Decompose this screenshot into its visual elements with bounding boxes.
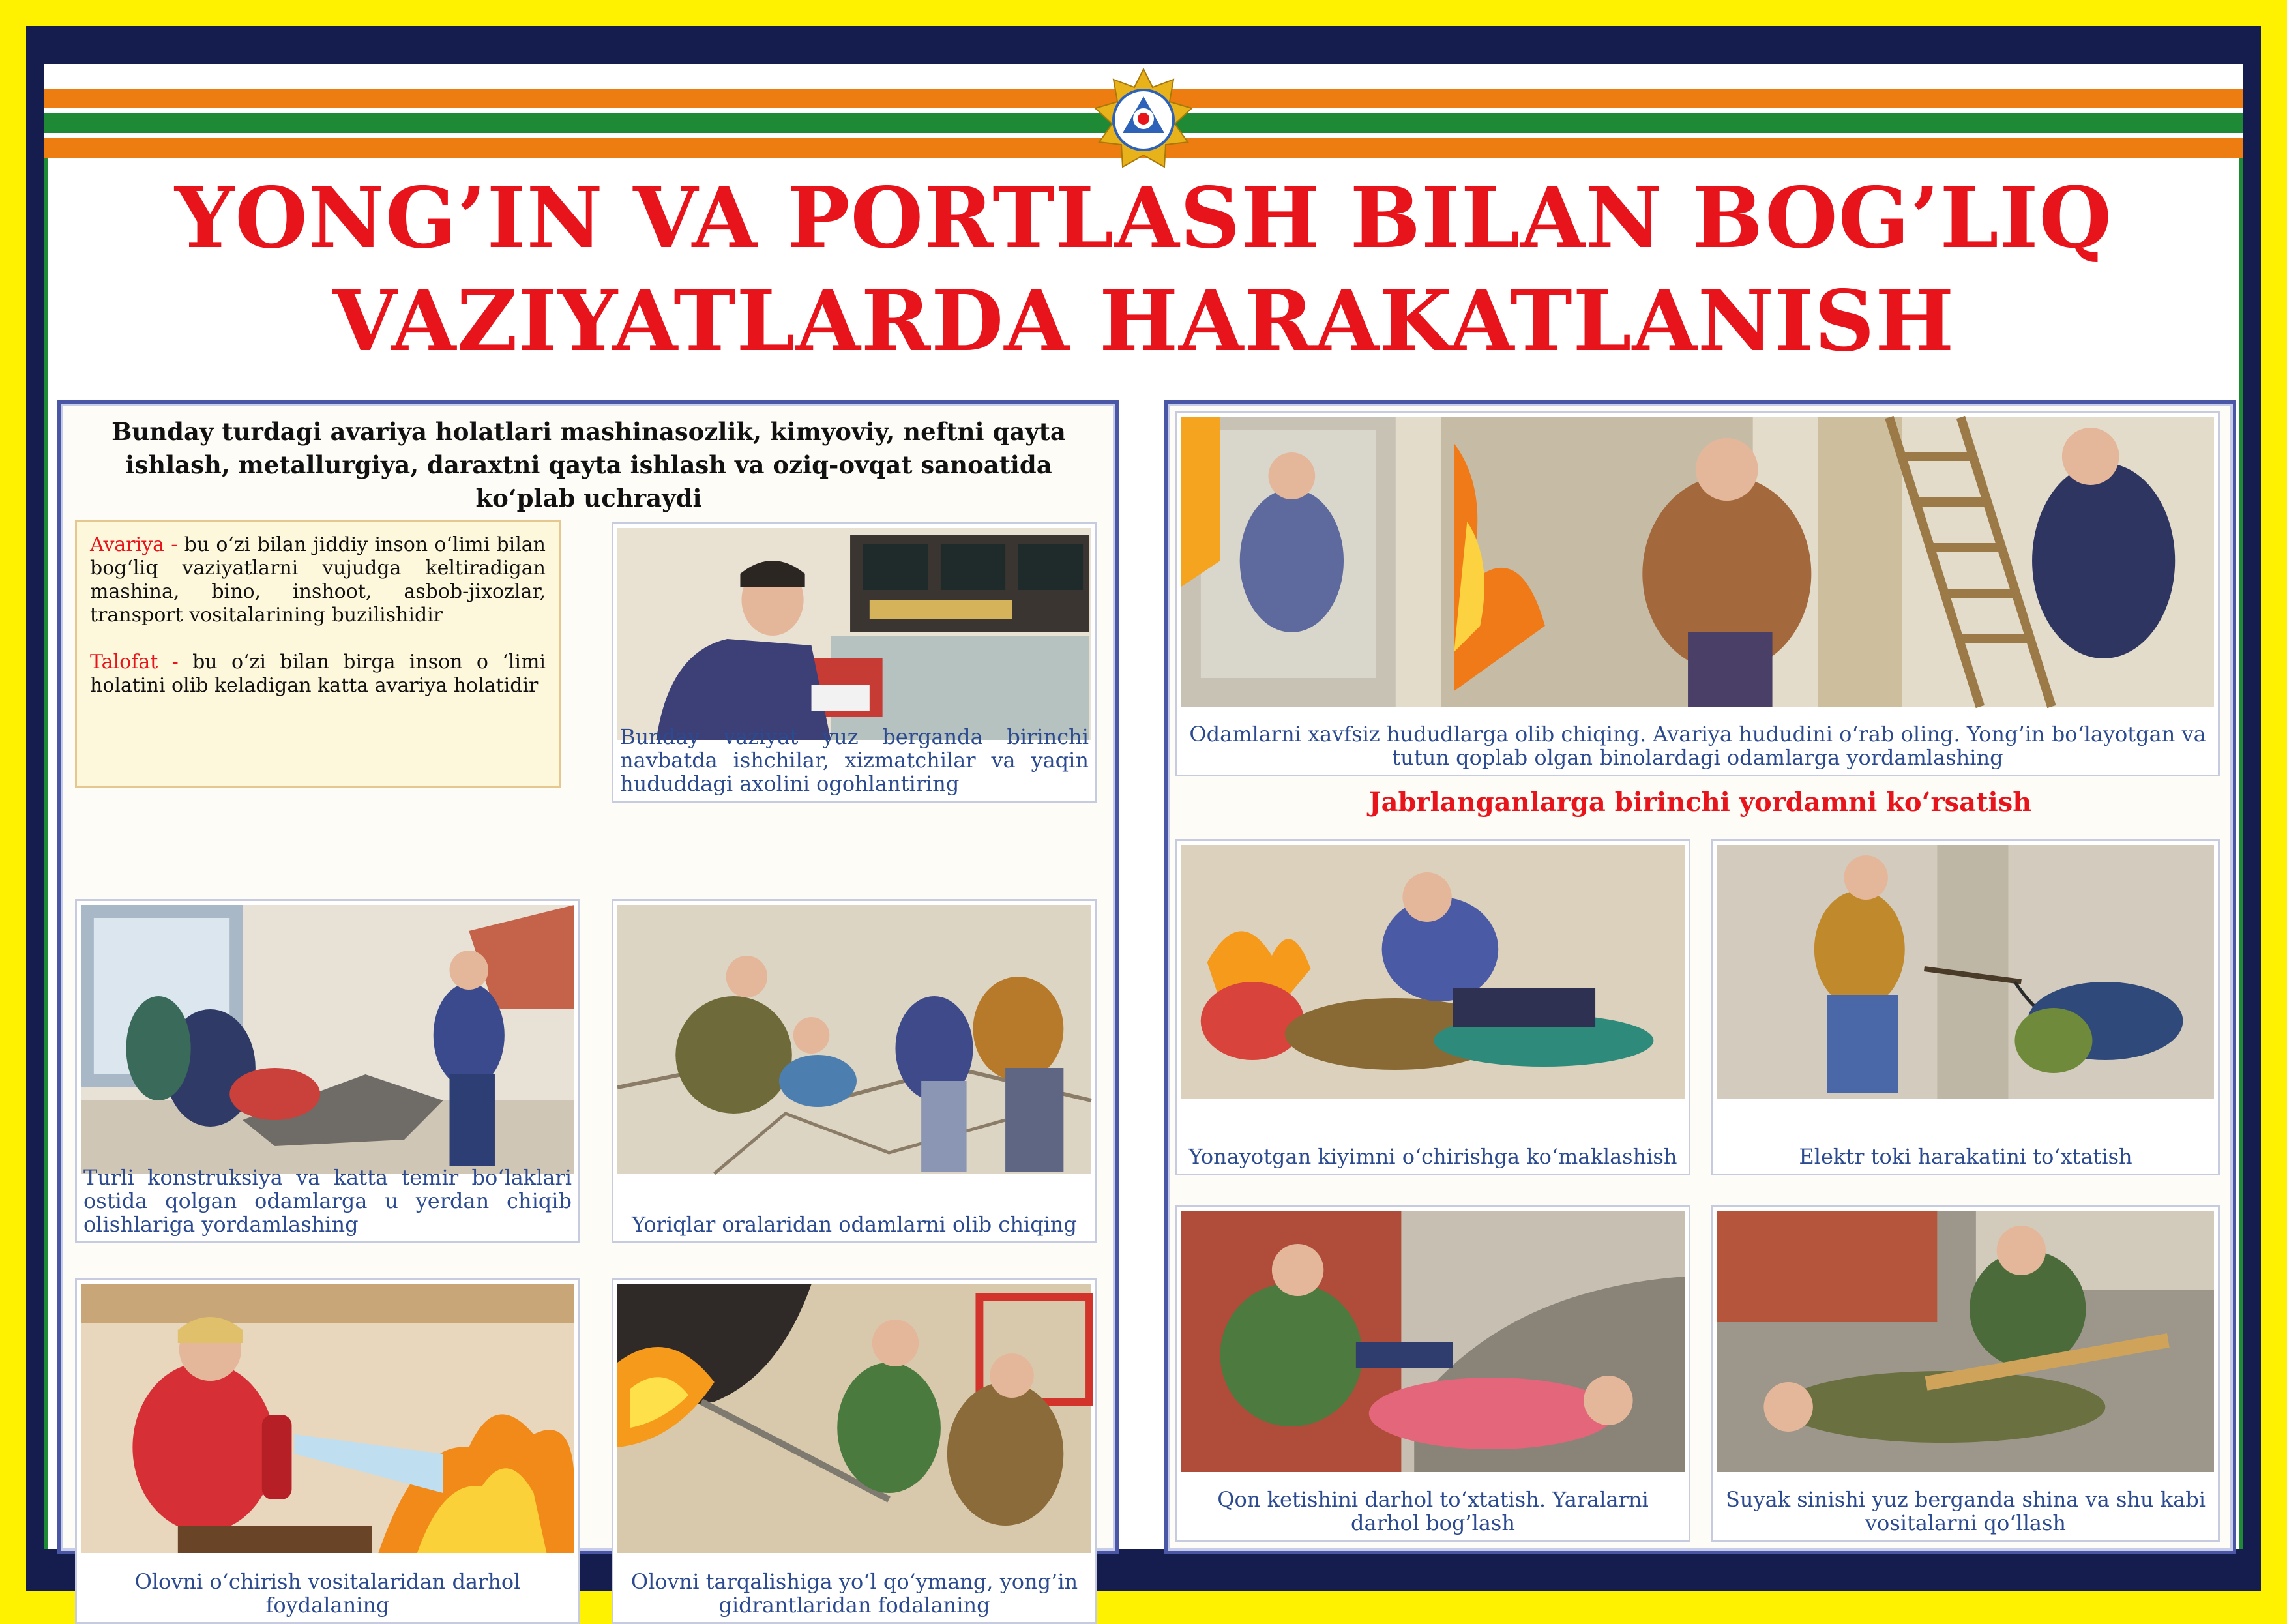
- bleeding-aid-icon: [1181, 1211, 1685, 1472]
- card-warn-population: [612, 522, 1097, 803]
- card-caption: Qon ketishini darhol to‘xtatish. Yaralarni darhol bog’lash: [1217, 1487, 1649, 1535]
- card-caption: Odamlarni xavfsiz hududlarga olib chiqing. Avariya hududini o‘rab oling. Yong’in bo‘layotgan va tutun qoplab olgan binolardagi odamlarga yordamlashing: [1189, 722, 2206, 770]
- card-caption: Yoriqlar oralaridan odamlarni olib chiqing: [632, 1212, 1077, 1237]
- crack-rescue-icon: [617, 905, 1091, 1174]
- card-rubble-rescue: [75, 899, 580, 1243]
- card-caption: Olovni tarqalishiga yo‘l qo‘ymang, yong’in gidrantlaridan fodalaning: [630, 1569, 1078, 1617]
- right-panel: [1164, 400, 2236, 1554]
- electric-shock-icon: [1717, 845, 2214, 1099]
- definition-term: Avariya -: [90, 533, 184, 556]
- card-crack-rescue: [612, 899, 1097, 1243]
- card-evacuation: [1175, 411, 2220, 776]
- fire-hose-icon: [617, 1284, 1091, 1553]
- definition-term: Talofat -: [90, 651, 193, 673]
- fire-extinguisher-icon: [81, 1284, 574, 1553]
- intro-text: Bunday turdagi avariya holatlari mashinasozlik, kimyoviy, neftni qayta ishlash, metallurgiya, daraxtni qayta ishlash va oziq-ovqat sanoatida ko‘plab uchraydi: [111, 417, 1066, 512]
- definition-text: bu o‘zi bilan jiddiy inson o‘limi bilan bog‘liq vaziyatlarni vujudga keltiradigan mashina, bino, inshoot, asbob-jixozlar, transport vositalarining buzilishidir: [90, 533, 546, 627]
- building-evacuation-icon: [1181, 417, 2214, 707]
- card-caption: Olovni o‘chirish vositalaridan darhol foydalaning: [134, 1569, 521, 1617]
- card-splint-aid: [1711, 1205, 2220, 1542]
- card-caption: Elektr toki harakatini to‘xtatish: [1799, 1144, 2132, 1169]
- control-room-operator-icon: [617, 528, 1091, 740]
- first-aid-title: Jabrlanganlarga birinchi yordamni ko‘rsatish: [1368, 787, 2032, 818]
- rubble-rescue-icon: [81, 905, 574, 1174]
- page-title: [44, 167, 2243, 373]
- left-panel: [57, 400, 1119, 1617]
- card-caption: Yonayotgan kiyimni o‘chirishga ko‘maklashish: [1188, 1144, 1677, 1169]
- burning-clothes-icon: [1181, 845, 1685, 1099]
- emergency-ministry-emblem-icon: [1093, 68, 1194, 170]
- definition-text: bu o‘zi bilan birga inson o ‘limi holatini olib keladigan katta avariya holatidir: [90, 651, 546, 697]
- card-use-extinguisher: [75, 1278, 580, 1624]
- splint-aid-icon: [1717, 1211, 2214, 1472]
- definition-talofat: [90, 651, 546, 698]
- definitions-box: [75, 520, 561, 788]
- card-burning-clothes: [1175, 839, 1690, 1175]
- title-line-1: YONG’IN VA PORTLASH BILAN BOG’LIQ: [174, 170, 2113, 267]
- card-use-hydrant: [612, 1278, 1097, 1624]
- title-line-2: VAZIYATLARDA HARAKATLANISH: [332, 273, 1955, 370]
- poster-paper: [44, 64, 2243, 1617]
- card-caption: Bunday vaziyat yuz berganda birinchi navbatda ishchilar, xizmatchilar va yaqin hududdagi axolini ogohlantiring: [620, 724, 1089, 796]
- card-caption: Suyak sinishi yuz berganda shina va shu kabi vositalarni qo‘llash: [1726, 1487, 2206, 1535]
- card-electric-shock: [1711, 839, 2220, 1175]
- card-bleeding-aid: [1175, 1205, 1690, 1542]
- definition-avariya: [90, 533, 546, 627]
- card-caption: Turli konstruksiya va katta temir bo‘laklari ostida qolgan odamlarga u yerdan chiqib olishlariga yordamlashing: [83, 1165, 572, 1237]
